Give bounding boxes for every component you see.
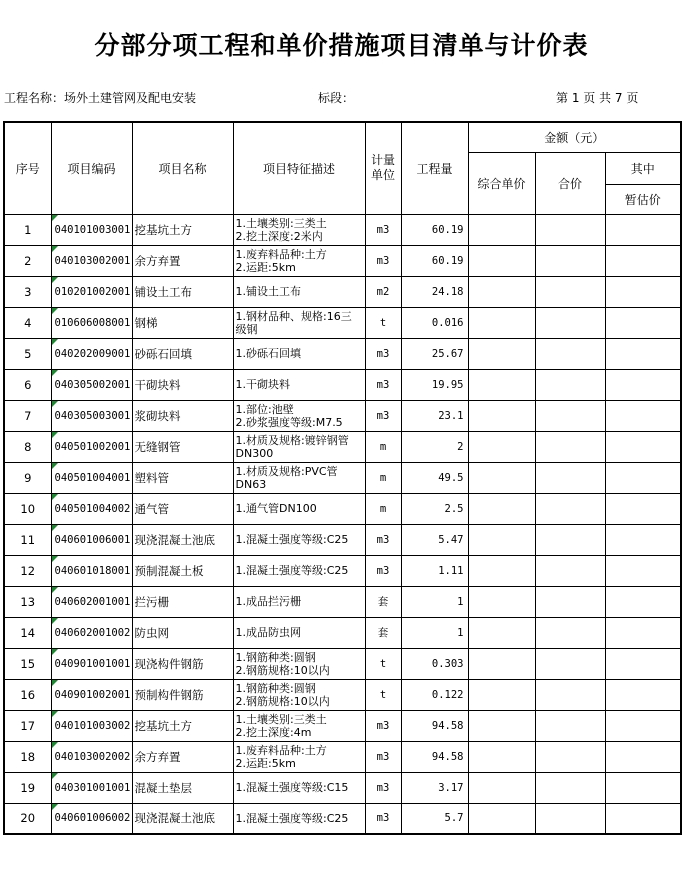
row-seq: 2 [4, 245, 51, 276]
row-total [535, 524, 605, 555]
header-unit: 计量 单位 [365, 122, 401, 214]
row-total [535, 741, 605, 772]
row-name: 防虫网 [132, 617, 233, 648]
row-name: 余方弃置 [132, 741, 233, 772]
row-provisional [605, 462, 681, 493]
row-unit: t [365, 648, 401, 679]
row-total [535, 803, 605, 834]
row-seq: 8 [4, 431, 51, 462]
row-desc: 1.铺设土工布 [233, 276, 365, 307]
row-name: 砂砾石回填 [132, 338, 233, 369]
table-row [4, 307, 681, 338]
row-provisional [605, 741, 681, 772]
row-name: 现浇混凝土池底 [132, 524, 233, 555]
row-qty: 5.47 [401, 524, 468, 555]
page-info: 第 1 页 共 7 页 [556, 91, 639, 105]
row-provisional [605, 586, 681, 617]
row-desc: 1.混凝土强度等级:C25 [233, 524, 365, 555]
row-code: 040301001001 [51, 772, 132, 803]
row-seq: 4 [4, 307, 51, 338]
row-qty: 94.58 [401, 710, 468, 741]
row-desc: 1.钢材品种、规格:16三 级钢 [233, 307, 365, 338]
table-row [4, 431, 681, 462]
row-unit-price [468, 617, 535, 648]
row-unit-price [468, 276, 535, 307]
row-code: 040305002001 [51, 369, 132, 400]
row-name: 拦污栅 [132, 586, 233, 617]
table-row [4, 617, 681, 648]
row-code: 040101003002 [51, 710, 132, 741]
row-seq: 19 [4, 772, 51, 803]
table-row [4, 648, 681, 679]
row-total [535, 586, 605, 617]
row-total [535, 462, 605, 493]
row-code: 040901002001 [51, 679, 132, 710]
row-provisional [605, 245, 681, 276]
row-unit: m3 [365, 400, 401, 431]
row-seq: 9 [4, 462, 51, 493]
table-row [4, 555, 681, 586]
row-total [535, 555, 605, 586]
section-label: 标段： [318, 91, 355, 105]
row-seq: 20 [4, 803, 51, 834]
row-unit-price [468, 307, 535, 338]
row-unit: m3 [365, 369, 401, 400]
row-name: 塑料管 [132, 462, 233, 493]
row-qty: 60.19 [401, 245, 468, 276]
row-name: 预制构件钢筋 [132, 679, 233, 710]
row-code: 040101003001 [51, 214, 132, 245]
row-seq: 10 [4, 493, 51, 524]
row-unit-price [468, 772, 535, 803]
row-code: 040501004001 [51, 462, 132, 493]
row-qty: 94.58 [401, 741, 468, 772]
table-row [4, 741, 681, 772]
row-unit: m3 [365, 772, 401, 803]
row-unit-price [468, 338, 535, 369]
row-seq: 12 [4, 555, 51, 586]
row-desc: 1.混凝土强度等级:C15 [233, 772, 365, 803]
row-qty: 49.5 [401, 462, 468, 493]
row-desc: 1.混凝土强度等级:C25 [233, 803, 365, 834]
row-code: 010201002001 [51, 276, 132, 307]
row-name: 挖基坑土方 [132, 214, 233, 245]
row-seq: 11 [4, 524, 51, 555]
row-qty: 1 [401, 586, 468, 617]
table-row [4, 338, 681, 369]
table-row [4, 462, 681, 493]
row-total [535, 493, 605, 524]
table-row [4, 245, 681, 276]
row-qty: 0.303 [401, 648, 468, 679]
row-code: 010606008001 [51, 307, 132, 338]
row-provisional [605, 369, 681, 400]
row-qty: 23.1 [401, 400, 468, 431]
table-row [4, 400, 681, 431]
row-code: 040202009001 [51, 338, 132, 369]
row-unit-price [468, 462, 535, 493]
row-name: 现浇构件钢筋 [132, 648, 233, 679]
table-row [4, 679, 681, 710]
row-unit: t [365, 307, 401, 338]
row-unit: m3 [365, 245, 401, 276]
row-name: 混凝土垫层 [132, 772, 233, 803]
row-code: 040305003001 [51, 400, 132, 431]
row-total [535, 245, 605, 276]
row-qty: 1.11 [401, 555, 468, 586]
row-unit-price [468, 710, 535, 741]
row-total [535, 276, 605, 307]
row-qty: 24.18 [401, 276, 468, 307]
row-seq: 7 [4, 400, 51, 431]
row-code: 040602001002 [51, 617, 132, 648]
row-provisional [605, 648, 681, 679]
row-seq: 15 [4, 648, 51, 679]
row-name: 通气管 [132, 493, 233, 524]
row-unit-price [468, 555, 535, 586]
row-unit: m [365, 462, 401, 493]
row-name: 挖基坑土方 [132, 710, 233, 741]
row-unit: 套 [365, 586, 401, 617]
header-of-which: 其中 [605, 152, 681, 184]
header-provisional: 暂估价 [605, 184, 681, 214]
row-name: 预制混凝土板 [132, 555, 233, 586]
row-qty: 0.016 [401, 307, 468, 338]
row-qty: 60.19 [401, 214, 468, 245]
row-unit: 套 [365, 617, 401, 648]
row-code: 040602001001 [51, 586, 132, 617]
header-unit-price: 综合单价 [468, 152, 535, 214]
row-desc: 1.废弃料品种:土方 2.运距:5km [233, 245, 365, 276]
row-name: 无缝钢管 [132, 431, 233, 462]
row-provisional [605, 431, 681, 462]
row-unit-price [468, 648, 535, 679]
row-qty: 19.95 [401, 369, 468, 400]
row-unit-price [468, 586, 535, 617]
row-code: 040103002001 [51, 245, 132, 276]
row-desc: 1.成品防虫网 [233, 617, 365, 648]
row-unit: m3 [365, 214, 401, 245]
row-provisional [605, 617, 681, 648]
row-unit-price [468, 431, 535, 462]
row-desc: 1.钢筋种类:圆钢 2.钢筋规格:10以内 [233, 648, 365, 679]
row-qty: 25.67 [401, 338, 468, 369]
row-desc: 1.通气管DN100 [233, 493, 365, 524]
row-name: 现浇混凝土池底 [132, 803, 233, 834]
row-total [535, 772, 605, 803]
header-qty: 工程量 [401, 122, 468, 214]
row-total [535, 214, 605, 245]
row-total [535, 617, 605, 648]
row-unit: m3 [365, 338, 401, 369]
row-unit: m2 [365, 276, 401, 307]
row-code: 040601006002 [51, 803, 132, 834]
row-seq: 14 [4, 617, 51, 648]
row-desc: 1.干砌块料 [233, 369, 365, 400]
header-amount: 金额（元） [468, 122, 681, 152]
row-unit: m [365, 431, 401, 462]
row-desc: 1.混凝土强度等级:C25 [233, 555, 365, 586]
row-unit: t [365, 679, 401, 710]
row-total [535, 679, 605, 710]
header-name: 项目名称 [132, 122, 233, 214]
row-unit-price [468, 245, 535, 276]
row-unit: m3 [365, 524, 401, 555]
row-total [535, 307, 605, 338]
row-seq: 5 [4, 338, 51, 369]
row-unit-price [468, 493, 535, 524]
row-provisional [605, 555, 681, 586]
row-code: 040103002002 [51, 741, 132, 772]
header-code: 项目编码 [51, 122, 132, 214]
row-unit-price [468, 803, 535, 834]
row-code: 040601018001 [51, 555, 132, 586]
row-unit-price [468, 679, 535, 710]
table-row [4, 772, 681, 803]
row-name: 干砌块料 [132, 369, 233, 400]
bill-table [3, 121, 682, 835]
row-provisional [605, 524, 681, 555]
row-desc: 1.废弃料品种:土方 2.运距:5km [233, 741, 365, 772]
row-unit-price [468, 524, 535, 555]
row-unit-price [468, 400, 535, 431]
row-name: 钢梯 [132, 307, 233, 338]
row-qty: 5.7 [401, 803, 468, 834]
row-provisional [605, 803, 681, 834]
row-unit-price [468, 741, 535, 772]
row-qty: 3.17 [401, 772, 468, 803]
table-row [4, 369, 681, 400]
row-name: 浆砌块料 [132, 400, 233, 431]
table-row [4, 493, 681, 524]
row-desc: 1.材质及规格:镀锌钢管 DN300 [233, 431, 365, 462]
row-code: 040501002001 [51, 431, 132, 462]
row-total [535, 338, 605, 369]
row-provisional [605, 772, 681, 803]
table-row [4, 524, 681, 555]
row-desc: 1.土壤类别:三类土 2.挖土深度:2米内 [233, 214, 365, 245]
row-code: 040901001001 [51, 648, 132, 679]
table-row [4, 710, 681, 741]
row-code: 040501004002 [51, 493, 132, 524]
row-unit: m3 [365, 710, 401, 741]
row-provisional [605, 679, 681, 710]
row-total [535, 648, 605, 679]
row-total [535, 400, 605, 431]
row-total [535, 369, 605, 400]
row-seq: 1 [4, 214, 51, 245]
row-name: 铺设土工布 [132, 276, 233, 307]
row-seq: 13 [4, 586, 51, 617]
row-desc: 1.成品拦污栅 [233, 586, 365, 617]
row-provisional [605, 493, 681, 524]
row-unit: m3 [365, 741, 401, 772]
row-provisional [605, 710, 681, 741]
row-provisional [605, 276, 681, 307]
row-qty: 1 [401, 617, 468, 648]
row-name: 余方弃置 [132, 245, 233, 276]
row-seq: 6 [4, 369, 51, 400]
row-seq: 18 [4, 741, 51, 772]
page-title: 分部分项工程和单价措施项目清单与计价表 [94, 31, 589, 60]
row-unit-price [468, 369, 535, 400]
row-code: 040601006001 [51, 524, 132, 555]
row-provisional [605, 338, 681, 369]
row-seq: 17 [4, 710, 51, 741]
row-desc: 1.材质及规格:PVC管 DN63 [233, 462, 365, 493]
row-desc: 1.钢筋种类:圆钢 2.钢筋规格:10以内 [233, 679, 365, 710]
row-provisional [605, 307, 681, 338]
row-unit: m3 [365, 803, 401, 834]
row-seq: 3 [4, 276, 51, 307]
row-desc: 1.部位:池壁 2.砂浆强度等级:M7.5 [233, 400, 365, 431]
row-qty: 2 [401, 431, 468, 462]
header-total: 合价 [535, 152, 605, 214]
row-total [535, 431, 605, 462]
header-seq: 序号 [4, 122, 51, 214]
row-unit-price [468, 214, 535, 245]
row-unit: m3 [365, 555, 401, 586]
row-total [535, 710, 605, 741]
table-row [4, 586, 681, 617]
row-provisional [605, 400, 681, 431]
row-qty: 2.5 [401, 493, 468, 524]
header-desc: 项目特征描述 [233, 122, 365, 214]
table-row [4, 214, 681, 245]
table-row [4, 803, 681, 834]
project-name: 工程名称：场外土建管网及配电安装 [4, 91, 197, 105]
row-qty: 0.122 [401, 679, 468, 710]
row-desc: 1.土壤类别:三类土 2.挖土深度:4m [233, 710, 365, 741]
row-seq: 16 [4, 679, 51, 710]
table-row [4, 276, 681, 307]
row-desc: 1.砂砾石回填 [233, 338, 365, 369]
row-provisional [605, 214, 681, 245]
row-unit: m [365, 493, 401, 524]
